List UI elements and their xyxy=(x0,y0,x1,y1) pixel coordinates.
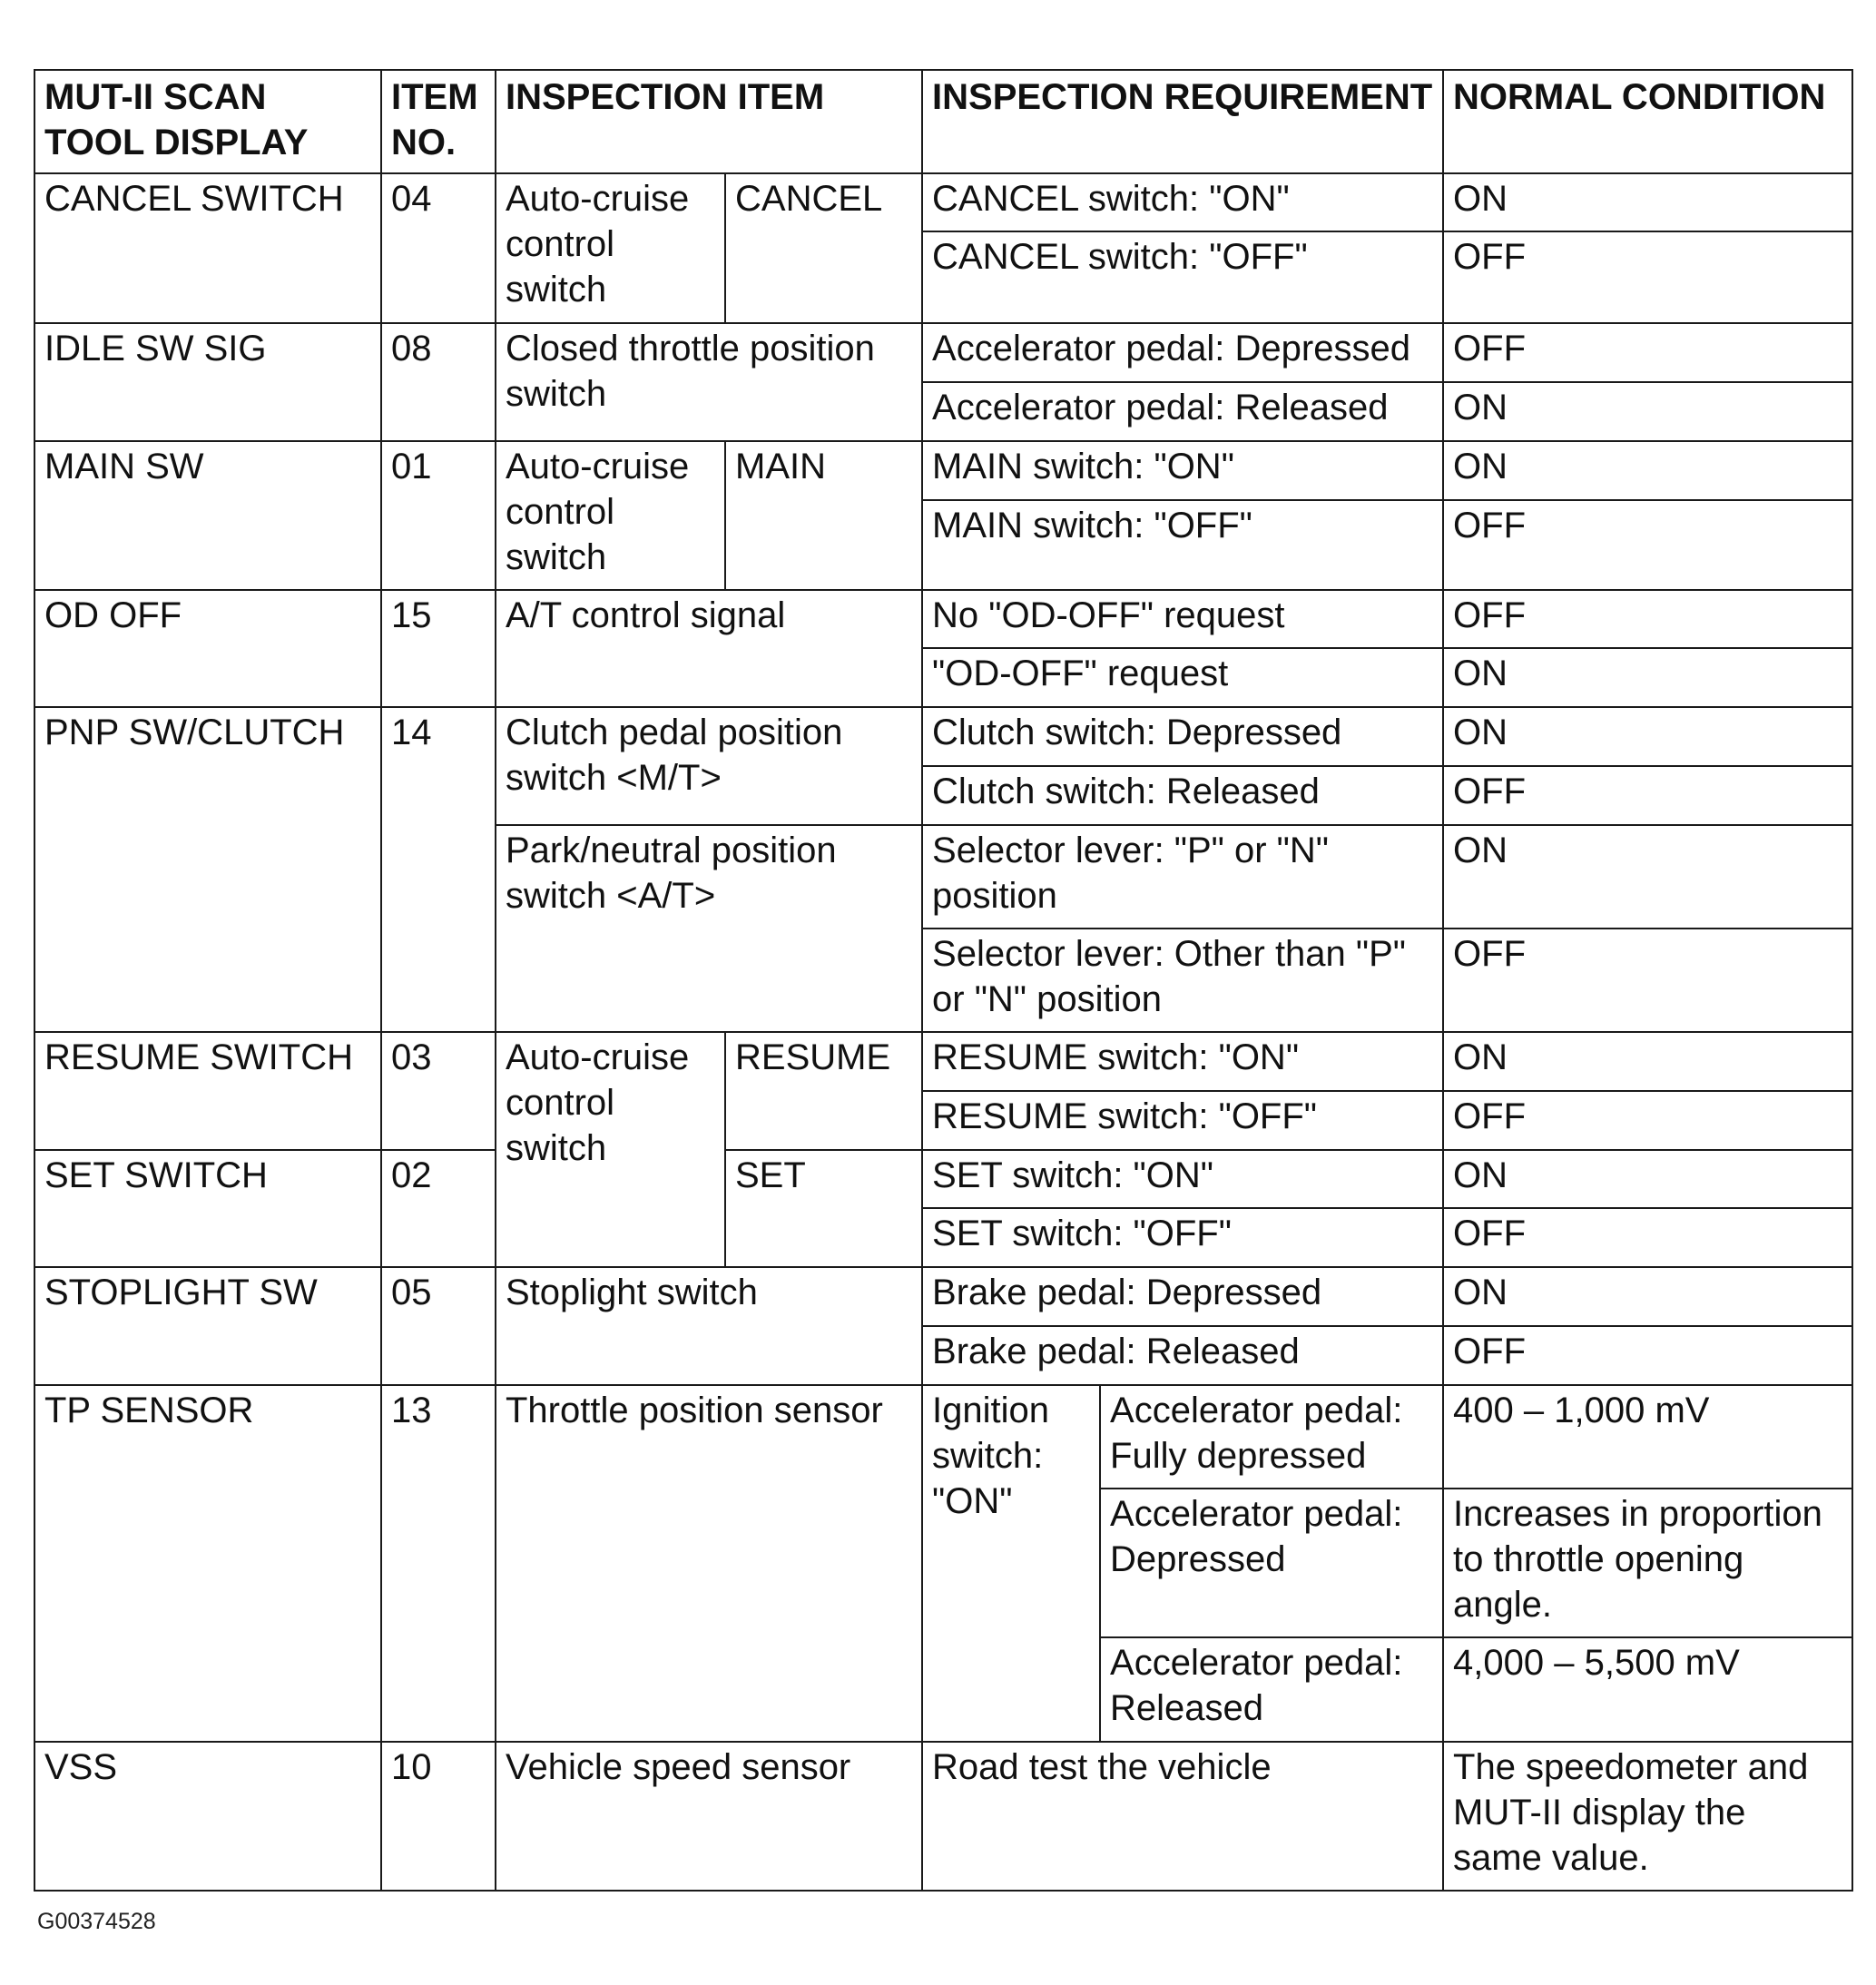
condition-cell: ON xyxy=(1443,825,1852,929)
display-cell: IDLE SW SIG xyxy=(34,323,381,441)
item-no-cell: 04 xyxy=(381,173,496,323)
item-no-cell: 14 xyxy=(381,707,496,1032)
display-cell: OD OFF xyxy=(34,590,381,707)
inspection-item-cell: Park/neutral position switch <A/T> xyxy=(496,825,922,1032)
condition-cell: OFF xyxy=(1443,1091,1852,1150)
condition-cell: OFF xyxy=(1443,500,1852,590)
inspection-item-cell: A/T control signal xyxy=(496,590,922,707)
condition-cell: Increases in proportion to throttle opening angle. xyxy=(1443,1489,1852,1637)
table-row xyxy=(34,1742,1852,1891)
item-no-cell: 13 xyxy=(381,1385,496,1742)
requirement-cell: Clutch switch: Released xyxy=(922,766,1443,825)
requirement-cell: Accelerator pedal: Depressed xyxy=(922,323,1443,382)
table-row xyxy=(34,707,1852,766)
condition-cell: OFF xyxy=(1443,929,1852,1032)
figure-code: G00374528 xyxy=(37,1909,156,1934)
table-row xyxy=(34,590,1852,648)
requirement-cell: Selector lever: "P" or "N" position xyxy=(922,825,1443,929)
display-cell: SET SWITCH xyxy=(34,1150,381,1267)
header-requirement: INSPECTION REQUIREMENT xyxy=(922,70,1443,173)
requirement-cell: CANCEL switch: "OFF" xyxy=(922,231,1443,323)
item-no-cell: 08 xyxy=(381,323,496,441)
inspection-item-cell: Throttle position sensor xyxy=(496,1385,922,1742)
display-cell: MAIN SW xyxy=(34,441,381,590)
requirement-cell: Accelerator pedal: Depressed xyxy=(1100,1489,1443,1637)
item-no-cell: 02 xyxy=(381,1150,496,1267)
condition-cell: ON xyxy=(1443,382,1852,441)
header-row xyxy=(34,70,1852,173)
condition-cell: ON xyxy=(1443,1032,1852,1091)
table-row xyxy=(34,173,1852,231)
requirement-cell: Accelerator pedal: Released xyxy=(922,382,1443,441)
requirement-cell: Road test the vehicle xyxy=(922,1742,1443,1891)
condition-cell: 4,000 – 5,500 mV xyxy=(1443,1637,1852,1742)
inspection-subitem-cell: CANCEL xyxy=(725,173,922,323)
header-inspection-item: INSPECTION ITEM xyxy=(496,70,922,173)
ignition-condition-cell: Ignition switch: "ON" xyxy=(922,1385,1100,1742)
condition-cell: ON xyxy=(1443,1150,1852,1208)
display-cell: CANCEL SWITCH xyxy=(34,173,381,323)
header-condition: NORMAL CONDITION xyxy=(1443,70,1852,173)
requirement-cell: Selector lever: Other than "P" or "N" position xyxy=(922,929,1443,1032)
condition-cell: OFF xyxy=(1443,590,1852,648)
header-display: MUT-II SCAN TOOL DISPLAY xyxy=(34,70,381,173)
table-row xyxy=(34,1267,1852,1326)
header-item-no: ITEM NO. xyxy=(381,70,496,173)
requirement-cell: SET switch: "OFF" xyxy=(922,1208,1443,1267)
item-no-cell: 10 xyxy=(381,1742,496,1891)
requirement-cell: CANCEL switch: "ON" xyxy=(922,173,1443,231)
requirement-cell: MAIN switch: "OFF" xyxy=(922,500,1443,590)
inspection-item-cell: Auto-cruise control switch xyxy=(496,173,725,323)
inspection-item-cell: Clutch pedal position switch <M/T> xyxy=(496,707,922,825)
condition-cell: The speedometer and MUT-II display the same value. xyxy=(1443,1742,1852,1891)
inspection-subitem-cell: MAIN xyxy=(725,441,922,590)
condition-cell: ON xyxy=(1443,441,1852,500)
inspection-item-cell: Closed throttle position switch xyxy=(496,323,922,441)
item-no-cell: 03 xyxy=(381,1032,496,1150)
table-row xyxy=(34,1385,1852,1489)
requirement-cell: MAIN switch: "ON" xyxy=(922,441,1443,500)
inspection-item-cell: Auto-cruise control switch xyxy=(496,441,725,590)
item-no-cell: 01 xyxy=(381,441,496,590)
requirement-cell: RESUME switch: "OFF" xyxy=(922,1091,1443,1150)
condition-cell: 400 – 1,000 mV xyxy=(1443,1385,1852,1489)
condition-cell: OFF xyxy=(1443,231,1852,323)
table-row xyxy=(34,441,1852,500)
condition-cell: OFF xyxy=(1443,766,1852,825)
condition-cell: OFF xyxy=(1443,1326,1852,1385)
condition-cell: ON xyxy=(1443,707,1852,766)
condition-cell: ON xyxy=(1443,648,1852,707)
requirement-cell: No "OD-OFF" request xyxy=(922,590,1443,648)
condition-cell: OFF xyxy=(1443,1208,1852,1267)
display-cell: TP SENSOR xyxy=(34,1385,381,1742)
condition-cell: ON xyxy=(1443,173,1852,231)
requirement-cell: Accelerator pedal: Released xyxy=(1100,1637,1443,1742)
inspection-item-cell: Auto-cruise control switch xyxy=(496,1032,725,1267)
requirement-cell: Accelerator pedal: Fully depressed xyxy=(1100,1385,1443,1489)
display-cell: VSS xyxy=(34,1742,381,1891)
inspection-subitem-cell: SET xyxy=(725,1150,922,1267)
requirement-cell: "OD-OFF" request xyxy=(922,648,1443,707)
requirement-cell: SET switch: "ON" xyxy=(922,1150,1443,1208)
item-no-cell: 15 xyxy=(381,590,496,707)
requirement-cell: Brake pedal: Released xyxy=(922,1326,1443,1385)
requirement-cell: Brake pedal: Depressed xyxy=(922,1267,1443,1326)
display-cell: PNP SW/CLUTCH xyxy=(34,707,381,1032)
table-row xyxy=(34,1032,1852,1091)
requirement-cell: RESUME switch: "ON" xyxy=(922,1032,1443,1091)
condition-cell: ON xyxy=(1443,1267,1852,1326)
inspection-item-cell: Stoplight switch xyxy=(496,1267,922,1385)
item-no-cell: 05 xyxy=(381,1267,496,1385)
inspection-subitem-cell: RESUME xyxy=(725,1032,922,1150)
condition-cell: OFF xyxy=(1443,323,1852,382)
display-cell: RESUME SWITCH xyxy=(34,1032,381,1150)
table-row xyxy=(34,1150,1852,1208)
display-cell: STOPLIGHT SW xyxy=(34,1267,381,1385)
inspection-table xyxy=(34,69,1853,1892)
requirement-cell: Clutch switch: Depressed xyxy=(922,707,1443,766)
inspection-item-cell: Vehicle speed sensor xyxy=(496,1742,922,1891)
table-row xyxy=(34,323,1852,382)
